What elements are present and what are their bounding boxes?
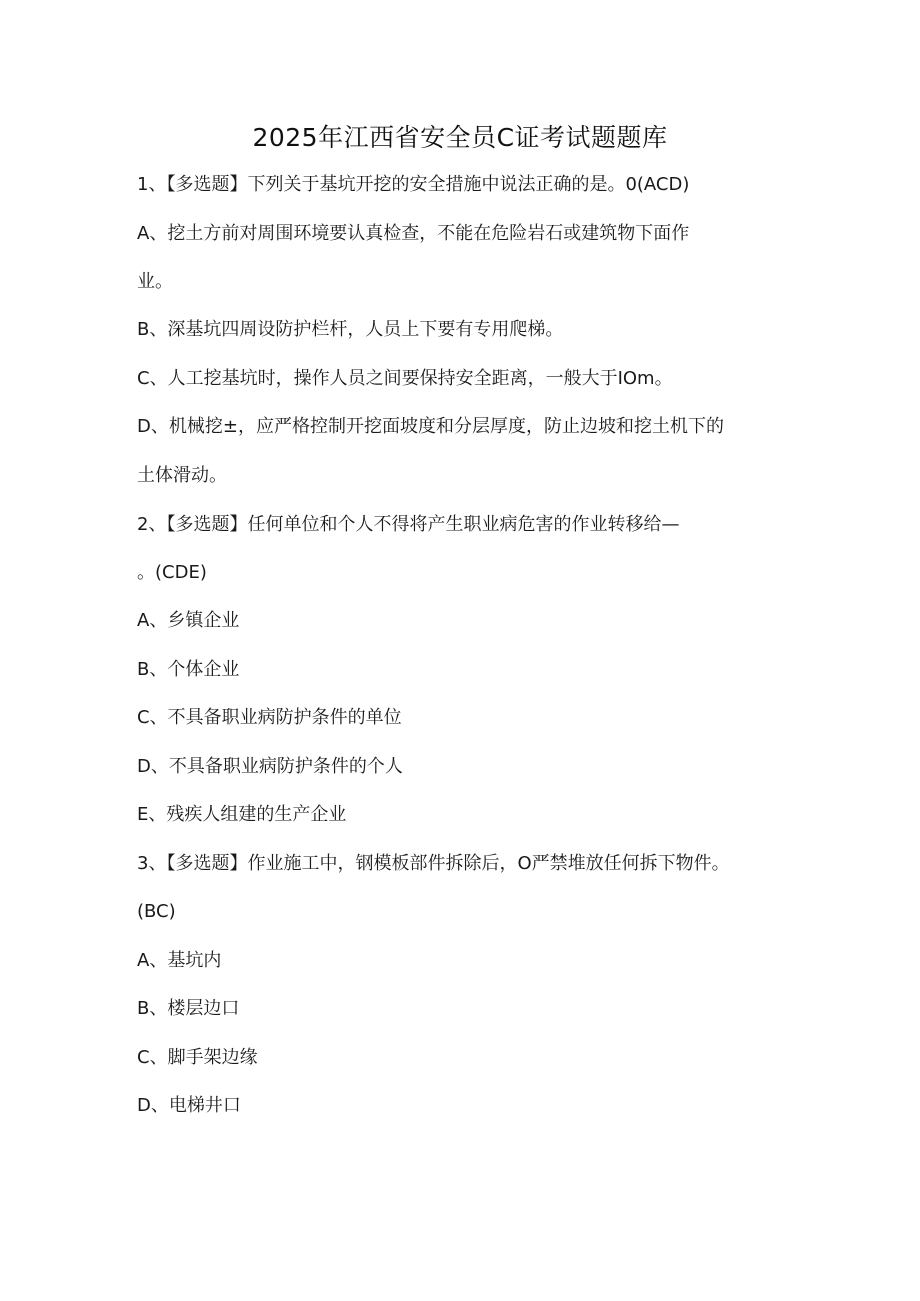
question-2-answer: 。(CDE) (137, 562, 207, 583)
question-1-option-a: A、挖土方前对周围环境要认真检查，不能在危险岩石或建筑物下面作 (137, 223, 690, 244)
question-3-option-c: C、脚手架边缘 (137, 1047, 258, 1068)
question-1-option-c: C、人工挖基坑时，操作人员之间要保持安全距离，一般大于IOm。 (137, 368, 673, 389)
question-3-option-b: B、楼层边口 (137, 998, 240, 1019)
question-3-option-a: A、基坑内 (137, 950, 222, 971)
question-2-stem: 2、【多选题】任何单位和个人不得将产生职业病危害的作业转移给— (137, 514, 680, 535)
question-3-stem: 3、【多选题】作业施工中，钢模板部件拆除后，O严禁堆放任何拆下物件。 (137, 853, 730, 874)
question-2-option-b: B、个体企业 (137, 659, 240, 680)
question-2-option-c: C、不具备职业病防护条件的单位 (137, 707, 402, 728)
question-1-stem: 1、【多选题】下列关于基坑开挖的安全措施中说法正确的是。0(ACD) (137, 174, 690, 195)
question-2-option-d: D、不具备职业病防护条件的个人 (137, 756, 403, 777)
question-1-option-a-continued: 业。 (137, 271, 173, 292)
document-title: 2025年江西省安全员C证考试题题库 (252, 123, 668, 152)
question-1-option-d-continued: 土体滑动。 (137, 465, 227, 486)
question-1-option-b: B、深基坑四周设防护栏杆，人员上下要有专用爬梯。 (137, 319, 564, 340)
question-3-answer: (BC) (137, 901, 176, 922)
question-1-option-d: D、机械挖±，应严格控制开挖面坡度和分层厚度，防止边坡和挖土机下的 (137, 416, 724, 437)
question-2-option-e: E、残疾人组建的生产企业 (137, 804, 347, 825)
question-2-option-a: A、乡镇企业 (137, 610, 240, 631)
question-3-option-d: D、电梯井口 (137, 1095, 241, 1116)
